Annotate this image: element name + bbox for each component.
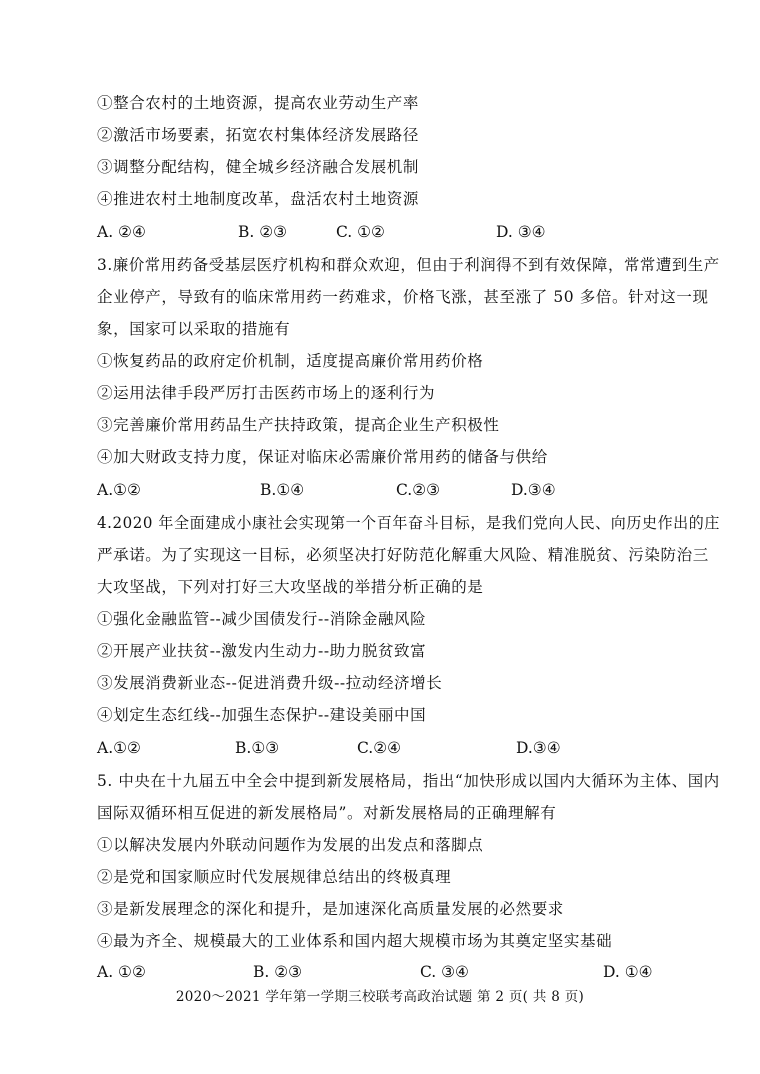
q4-stem-line-3: 大攻坚战，下列对打好三大攻坚战的举措分析正确的是	[97, 578, 484, 596]
q2-option-d: D. ③④	[496, 223, 546, 241]
q5-option-b: B. ②③	[253, 963, 303, 981]
q4-stem-line-1: 4.2020 年全面建成小康社会实现第一个百年奋斗目标，是我们党向人民、向历史作出的庄	[97, 514, 720, 532]
q3-stem-line-3: 象，国家可以采取的措施有	[97, 320, 291, 338]
q2-item-3: ③调整分配结构，健全城乡经济融合发展机制	[97, 158, 420, 176]
q2-item-4: ④推进农村土地制度改革，盘活农村土地资源	[97, 190, 420, 208]
q5-option-d: D. ①④	[603, 963, 653, 981]
q3-option-d: D.③④	[511, 481, 556, 499]
q4-option-a: A.①②	[97, 739, 141, 757]
q3-option-b: B.①④	[260, 481, 305, 499]
q5-options	[0, 962, 760, 982]
q3-options	[0, 480, 760, 500]
q4-stem-line-2: 严承诺。为了实现这一目标，必须坚决打好防范化解重大风险、精准脱贫、污染防治三	[97, 546, 709, 564]
q3-item-3: ③完善廉价常用药品生产扶持政策，提高企业生产积极性	[97, 416, 500, 434]
q5-option-c: C. ③④	[420, 963, 469, 981]
page-footer: 2020～2021 学年第一学期三校联考高政治试题 第 2 页( 共 8 页)	[175, 989, 585, 1005]
q2-option-b: B. ②③	[238, 223, 288, 241]
q5-stem-line-2: 国际双循环相互促进的新发展格局”。对新发展格局的正确理解有	[97, 804, 557, 822]
q3-item-1: ①恢复药品的政府定价机制，适度提高廉价常用药价格	[97, 352, 484, 370]
q4-item-1: ①强化金融监管--减少国债发行--消除金融风险	[97, 610, 427, 628]
q5-item-1: ①以解决发展内外联动问题作为发展的出发点和落脚点	[97, 836, 484, 854]
q4-option-d: D.③④	[516, 739, 561, 757]
q5-item-3: ③是新发展理念的深化和提升，是加速深化高质量发展的必然要求	[97, 900, 564, 918]
q4-options	[0, 738, 760, 758]
q5-item-2: ②是党和国家顺应时代发展规律总结出的终极真理	[97, 868, 452, 886]
q2-option-c: C. ①②	[336, 223, 385, 241]
q3-item-2: ②运用法律手段严厉打击医药市场上的逐利行为	[97, 384, 436, 402]
q2-item-1: ①整合农村的土地资源，提高农业劳动生产率	[97, 94, 420, 112]
q5-option-a: A. ①②	[97, 963, 146, 981]
q4-item-3: ③发展消费新业态--促进消费升级--拉动经济增长	[97, 674, 443, 692]
q4-option-c: C.②④	[357, 739, 402, 757]
q3-option-a: A.①②	[97, 481, 141, 499]
q3-option-c: C.②③	[396, 481, 441, 499]
q5-stem-line-1: 5. 中央在十九届五中全会中提到新发展格局，指出“加快形成以国内大循环为主体、国内	[97, 772, 720, 790]
q2-option-a: A. ②④	[97, 223, 146, 241]
q4-item-4: ④划定生态红线--加强生态保护--建设美丽中国	[97, 706, 427, 724]
q5-item-4: ④最为齐全、规模最大的工业体系和国内超大规模市场为其奠定坚实基础	[97, 932, 613, 950]
q3-stem-line-2: 企业停产，导致有的临床常用药一药难求，价格飞涨，甚至涨了 50 多倍。针对这一现	[97, 288, 709, 306]
q3-stem-line-1: 3.廉价常用药备受基层医疗机构和群众欢迎，但由于利润得不到有效保障，常常遭到生产	[97, 256, 720, 274]
q2-item-2: ②激活市场要素，拓宽农村集体经济发展路径	[97, 126, 420, 144]
q4-option-b: B.①③	[235, 739, 280, 757]
q4-item-2: ②开展产业扶贫--激发内生动力--助力脱贫致富	[97, 642, 427, 660]
q2-options	[0, 222, 760, 242]
q3-item-4: ④加大财政支持力度，保证对临床必需廉价常用药的储备与供给	[97, 448, 548, 466]
